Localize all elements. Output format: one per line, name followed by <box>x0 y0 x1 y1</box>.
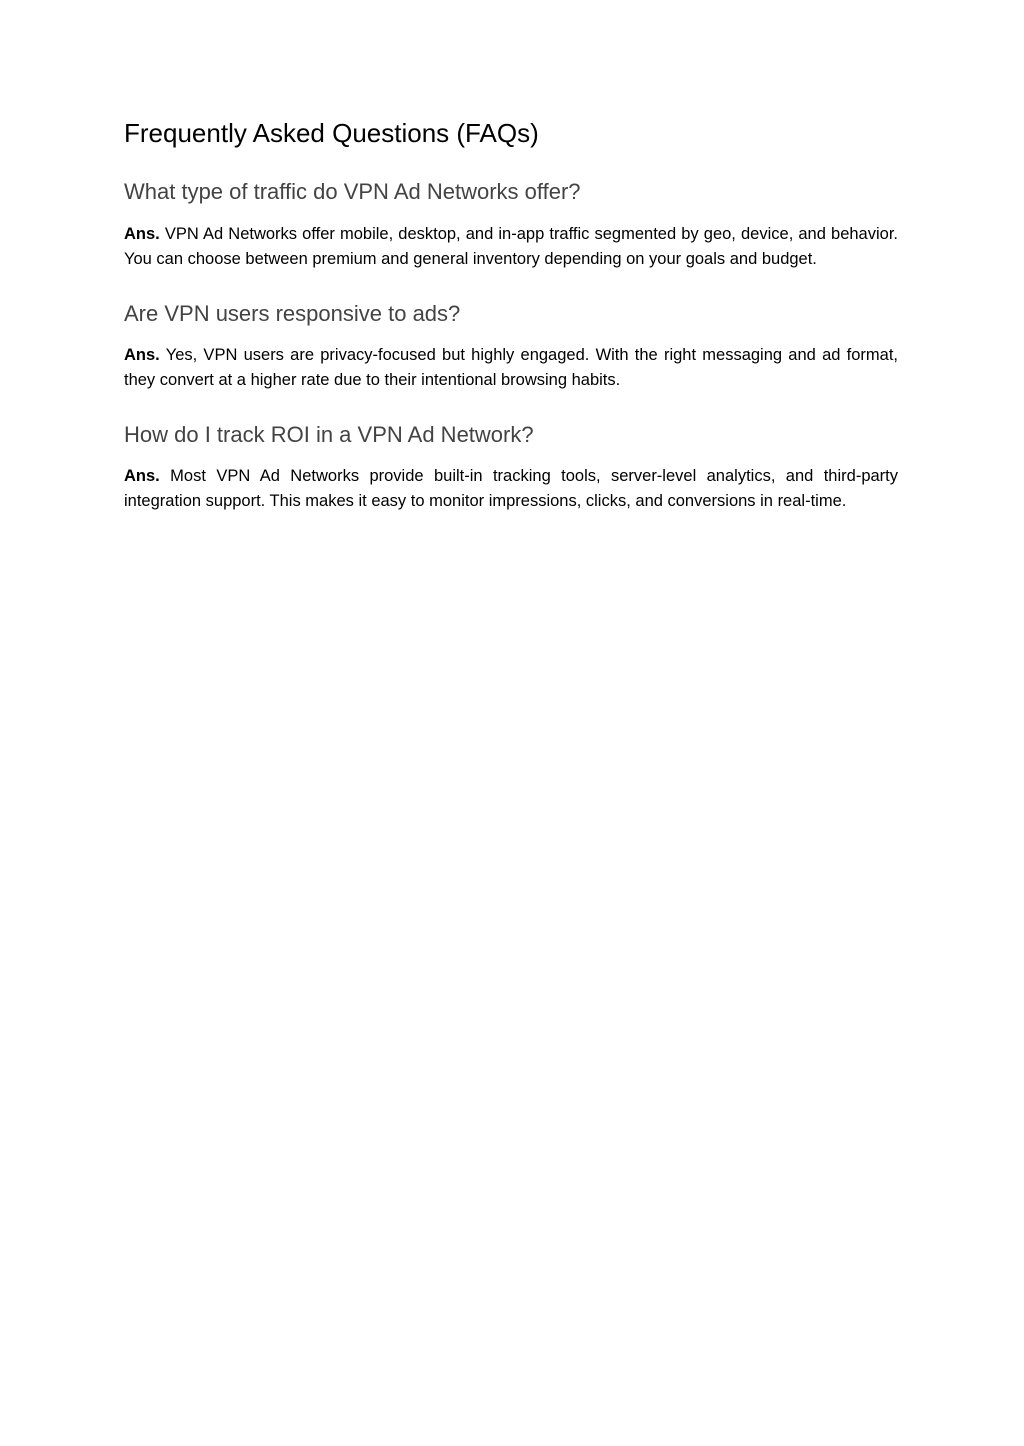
faq-answer <box>124 343 898 393</box>
page-title: Frequently Asked Questions (FAQs) <box>124 118 539 148</box>
faq-item-user-responsiveness <box>124 301 898 393</box>
answer-text: Yes, VPN users are privacy-focused but highly engaged. With the right messaging and ad format, they convert at a higher rate due to their intentional browsing habits. <box>124 345 898 389</box>
answer-prefix: Ans. <box>124 467 160 486</box>
answer-text: VPN Ad Networks offer mobile, desktop, and in-app traffic segmented by geo, device, and behavior. You can choose between premium and general inventory depending on your goals and budget. <box>124 224 898 268</box>
answer-prefix: Ans. <box>124 345 160 364</box>
answer-prefix: Ans. <box>124 224 160 243</box>
faq-answer <box>124 222 898 272</box>
faq-question: Are VPN users responsive to ads? <box>124 300 461 326</box>
faq-answer <box>124 464 898 514</box>
faq-item-roi-tracking <box>124 422 898 514</box>
document-page <box>124 118 898 543</box>
faq-question: What type of traffic do VPN Ad Networks offer? <box>124 179 581 205</box>
faq-item-traffic-types <box>124 179 898 271</box>
answer-text: Most VPN Ad Networks provide built-in tracking tools, server-level analytics, and third-party integration support. This makes it easy to monitor impressions, clicks, and conversions in real-time. <box>124 467 898 511</box>
faq-question: How do I track ROI in a VPN Ad Network? <box>124 421 534 447</box>
